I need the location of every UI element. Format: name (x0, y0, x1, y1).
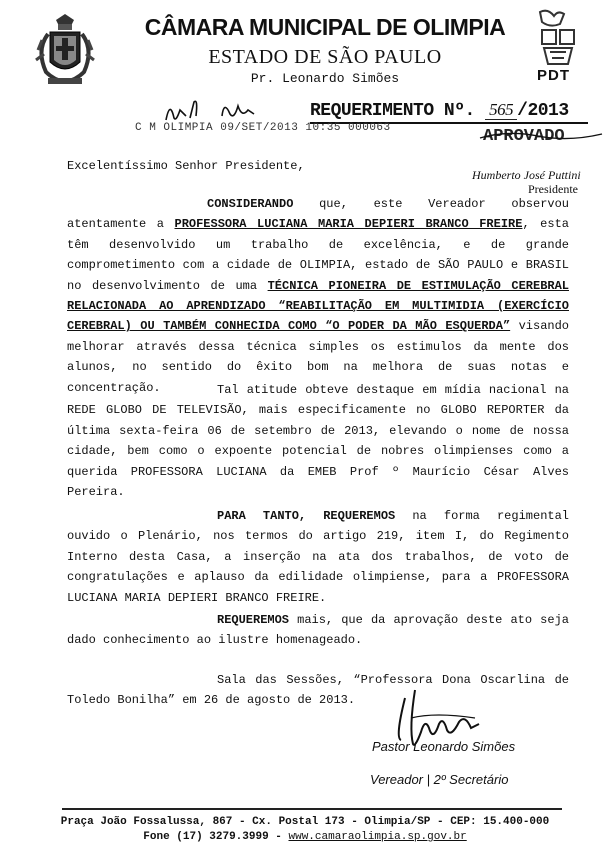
footer-address: Praça João Fossalussa, 867 - Cx. Postal 173 - Olimpia/SP - CEP: 15.400-000 (60, 816, 550, 828)
request-label: REQUERIMENTO Nº. (310, 101, 475, 121)
footer-phone: Fone (17) 3279.3999 - (143, 831, 289, 843)
p1-text-2: , esta têm desenvolvido um trabalho de excelência, e de grande comprometimento com a cidade de OLIMPIA, estado de SÃO PAULO e BRASIL no desenvolvimento de uma (67, 217, 569, 293)
state-subtitle: ESTADO DE SÃO PAULO (208, 46, 442, 68)
protocol-stamp: C M OLIMPIA 09/SET/2013 10:35 000063 (135, 122, 391, 134)
chamber-title: CÂMARA MUNICIPAL DE OLIMPIA (144, 14, 506, 40)
footer-rule (62, 808, 562, 810)
p1-text-3: visando melhorar através dessa técnica simples os estimulos da mente dos alunos, no sentido do êxito bom na melhora de suas notas e concentração. (67, 319, 569, 395)
paragraph-considerando (67, 194, 569, 398)
paragraph-requeremos (67, 610, 569, 651)
footer-contact (0, 831, 610, 843)
request-number: 565 (485, 100, 517, 120)
party-label: PDT (537, 67, 570, 84)
para-tanto-keyword: PARA TANTO, REQUEREMOS (217, 509, 396, 523)
councilman-name: Pr. Leonardo Simões (250, 71, 400, 86)
requeremos-keyword: REQUEREMOS (217, 613, 290, 627)
coat-of-arms-icon (34, 10, 96, 90)
president-title: Presidente (528, 182, 578, 196)
approved-scribble (478, 126, 604, 148)
p4-text: mais, que da aprovação deste ato seja dado conhecimento ao ilustre homenageado. (67, 613, 569, 648)
technique-name: TÉCNICA PIONEIRA DE ESTIMULAÇÃO CEREBRAL RELACIONADA AO APRENDIZADO “REABILITAÇÃO EM MULTIMIDIA (EXERCÍCIO CEREBRAL) OU TAMBÉM CONHECIDA COMO “O PODER DA MÃO ESQUERDA” (67, 278, 569, 334)
request-heading (310, 100, 569, 121)
approved-stamp: APROVADO (483, 127, 565, 146)
paragraph-para-tanto (67, 506, 569, 608)
request-year: /2013 (517, 101, 569, 121)
p3-text: na forma regimental ouvido o Plenário, nos termos do artigo 219, item I, do Regimento Interno desta Casa, a inserção na ata dos trabalhos, de voto de congratulações e aplauso da edilidade olimpiense, para a PROFESSORA LUCIANA MARIA DEPIERI BRANCO FREIRE. (67, 509, 569, 605)
greeting: Excelentíssimo Senhor Presidente, (67, 159, 305, 173)
signer-role: Vereador | 2º Secretário (370, 772, 509, 787)
president-name: Humberto José Puttini (472, 168, 581, 182)
paragraph-sessions: Sala das Sessões, “Professora Dona Oscarlina de Toledo Bonilha” em 26 de agosto de 2013. (67, 673, 569, 708)
p1-text-1: que, este Vereador observou atentamente a (67, 197, 569, 232)
signer-name: Pastor Leonardo Simões (372, 739, 516, 754)
footer-website-link[interactable]: www.camaraolimpia.sp.gov.br (288, 831, 467, 843)
paragraph-media: Tal atitude obteve destaque em mídia nacional na REDE GLOBO DE TELEVISÃO, mais especificamente no GLOBO REPORTER da última sexta-feira 06 de setembro de 2013, elevando o nome de nossa cidade, bem como o expoente potencial de nobres olimpienses como a querida PROFESSORA LUCIANA da EMEB Prof º Maurício César Alves Pereira. (67, 383, 569, 500)
honoree-name: PROFESSORA LUCIANA MARIA DEPIERI BRANCO FREIRE (174, 217, 523, 232)
considerando-keyword: CONSIDERANDO (207, 197, 294, 211)
